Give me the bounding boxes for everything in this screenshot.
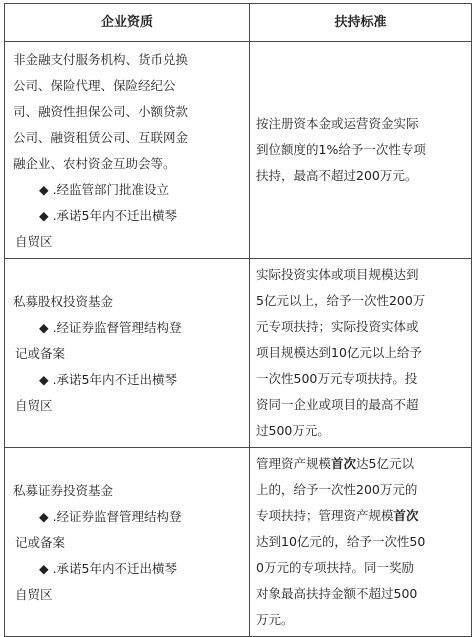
header-row [5,4,472,42]
standard-text: 项目规模达到10亿元以上给予 [256,345,422,360]
qualification-text: 非金融支付服务机构、货币兑换 [13,52,189,67]
standard-text: 5亿元以上，给予一次性200万 [256,293,426,308]
standard-text-part: 达5亿元以 [356,456,414,471]
header-standard: 扶持标准 [250,4,472,42]
standard-text [256,503,465,529]
condition-bullet: ◆ .经证券监督管理结构登 [39,320,182,335]
emphasis-text: 首次 [331,456,357,471]
standard-text: 0万元的专项扶持。同一奖励 [256,560,414,575]
standard-text: 实际投资实体或项目规模达到 [256,267,419,282]
standard-text: 扶持，最高不超过200万元。 [256,168,418,183]
condition-continuation: 自贸区 [15,587,53,602]
condition-bullet: ◆ .承诺5年内不迁出横琴 [39,561,178,576]
standard-text: 到位额度的1%给予一次性专项 [256,142,426,157]
condition-continuation: 自贸区 [15,398,53,413]
standard-text: 达到10亿元的，给予一次性50 [256,534,426,549]
standard-text: 万元。 [256,612,294,627]
emphasis-text: 首次 [393,508,419,523]
condition-bullet: ◆ .经监管部门批准设立 [39,182,170,197]
standard-text: 一次性500万元专项扶持。投 [256,371,418,386]
standard-cell [250,448,472,637]
standard-text: 对象最高扶持金额不超过500 [256,586,418,601]
condition-continuation: 记或备案 [15,535,66,550]
condition-bullet: ◆ .承诺5年内不迁出横琴 [39,208,178,223]
standard-text: 过500万元。 [256,423,330,438]
standard-text: 上的，给予一次性200万元的 [256,482,418,497]
standard-text: 元专项扶持；实际投资实体或 [256,319,419,334]
qualification-text: 私募股权投资基金 [13,294,114,309]
standard-cell [250,42,472,259]
qualification-text: 公司、融资租赁公司、互联网金 [13,130,189,145]
qualification-cell [5,448,250,637]
standard-text: 按注册资本金或运营资金实际 [256,116,419,131]
condition-continuation: 自贸区 [15,234,53,249]
qualification-cell [5,42,250,259]
standard-cell [250,259,472,448]
standard-text-part: 专项扶持；管理资产规模 [256,508,394,523]
condition-bullet: ◆ .经证券监督管理结构登 [39,509,182,524]
standard-text: 资同一企业或项目的最高不超 [256,397,419,412]
qualification-text: 司、融资性担保公司、小额贷款 [13,104,189,119]
condition-bullet: ◆ .承诺5年内不迁出横琴 [39,372,178,387]
table-row [5,42,472,259]
table-row [5,259,472,448]
qualification-text: 融企业、农村资金互助会等。 [13,156,176,171]
policy-table [4,3,472,637]
qualification-text: 私募证券投资基金 [13,483,114,498]
qualification-text: 公司、保险代理、保险经纪公 [13,78,176,93]
standard-text [256,451,465,477]
header-qualification: 企业资质 [5,4,250,42]
condition-continuation: 记或备案 [15,346,66,361]
qualification-cell [5,259,250,448]
standard-text-part: 管理资产规模 [256,456,332,471]
table-row [5,448,472,637]
